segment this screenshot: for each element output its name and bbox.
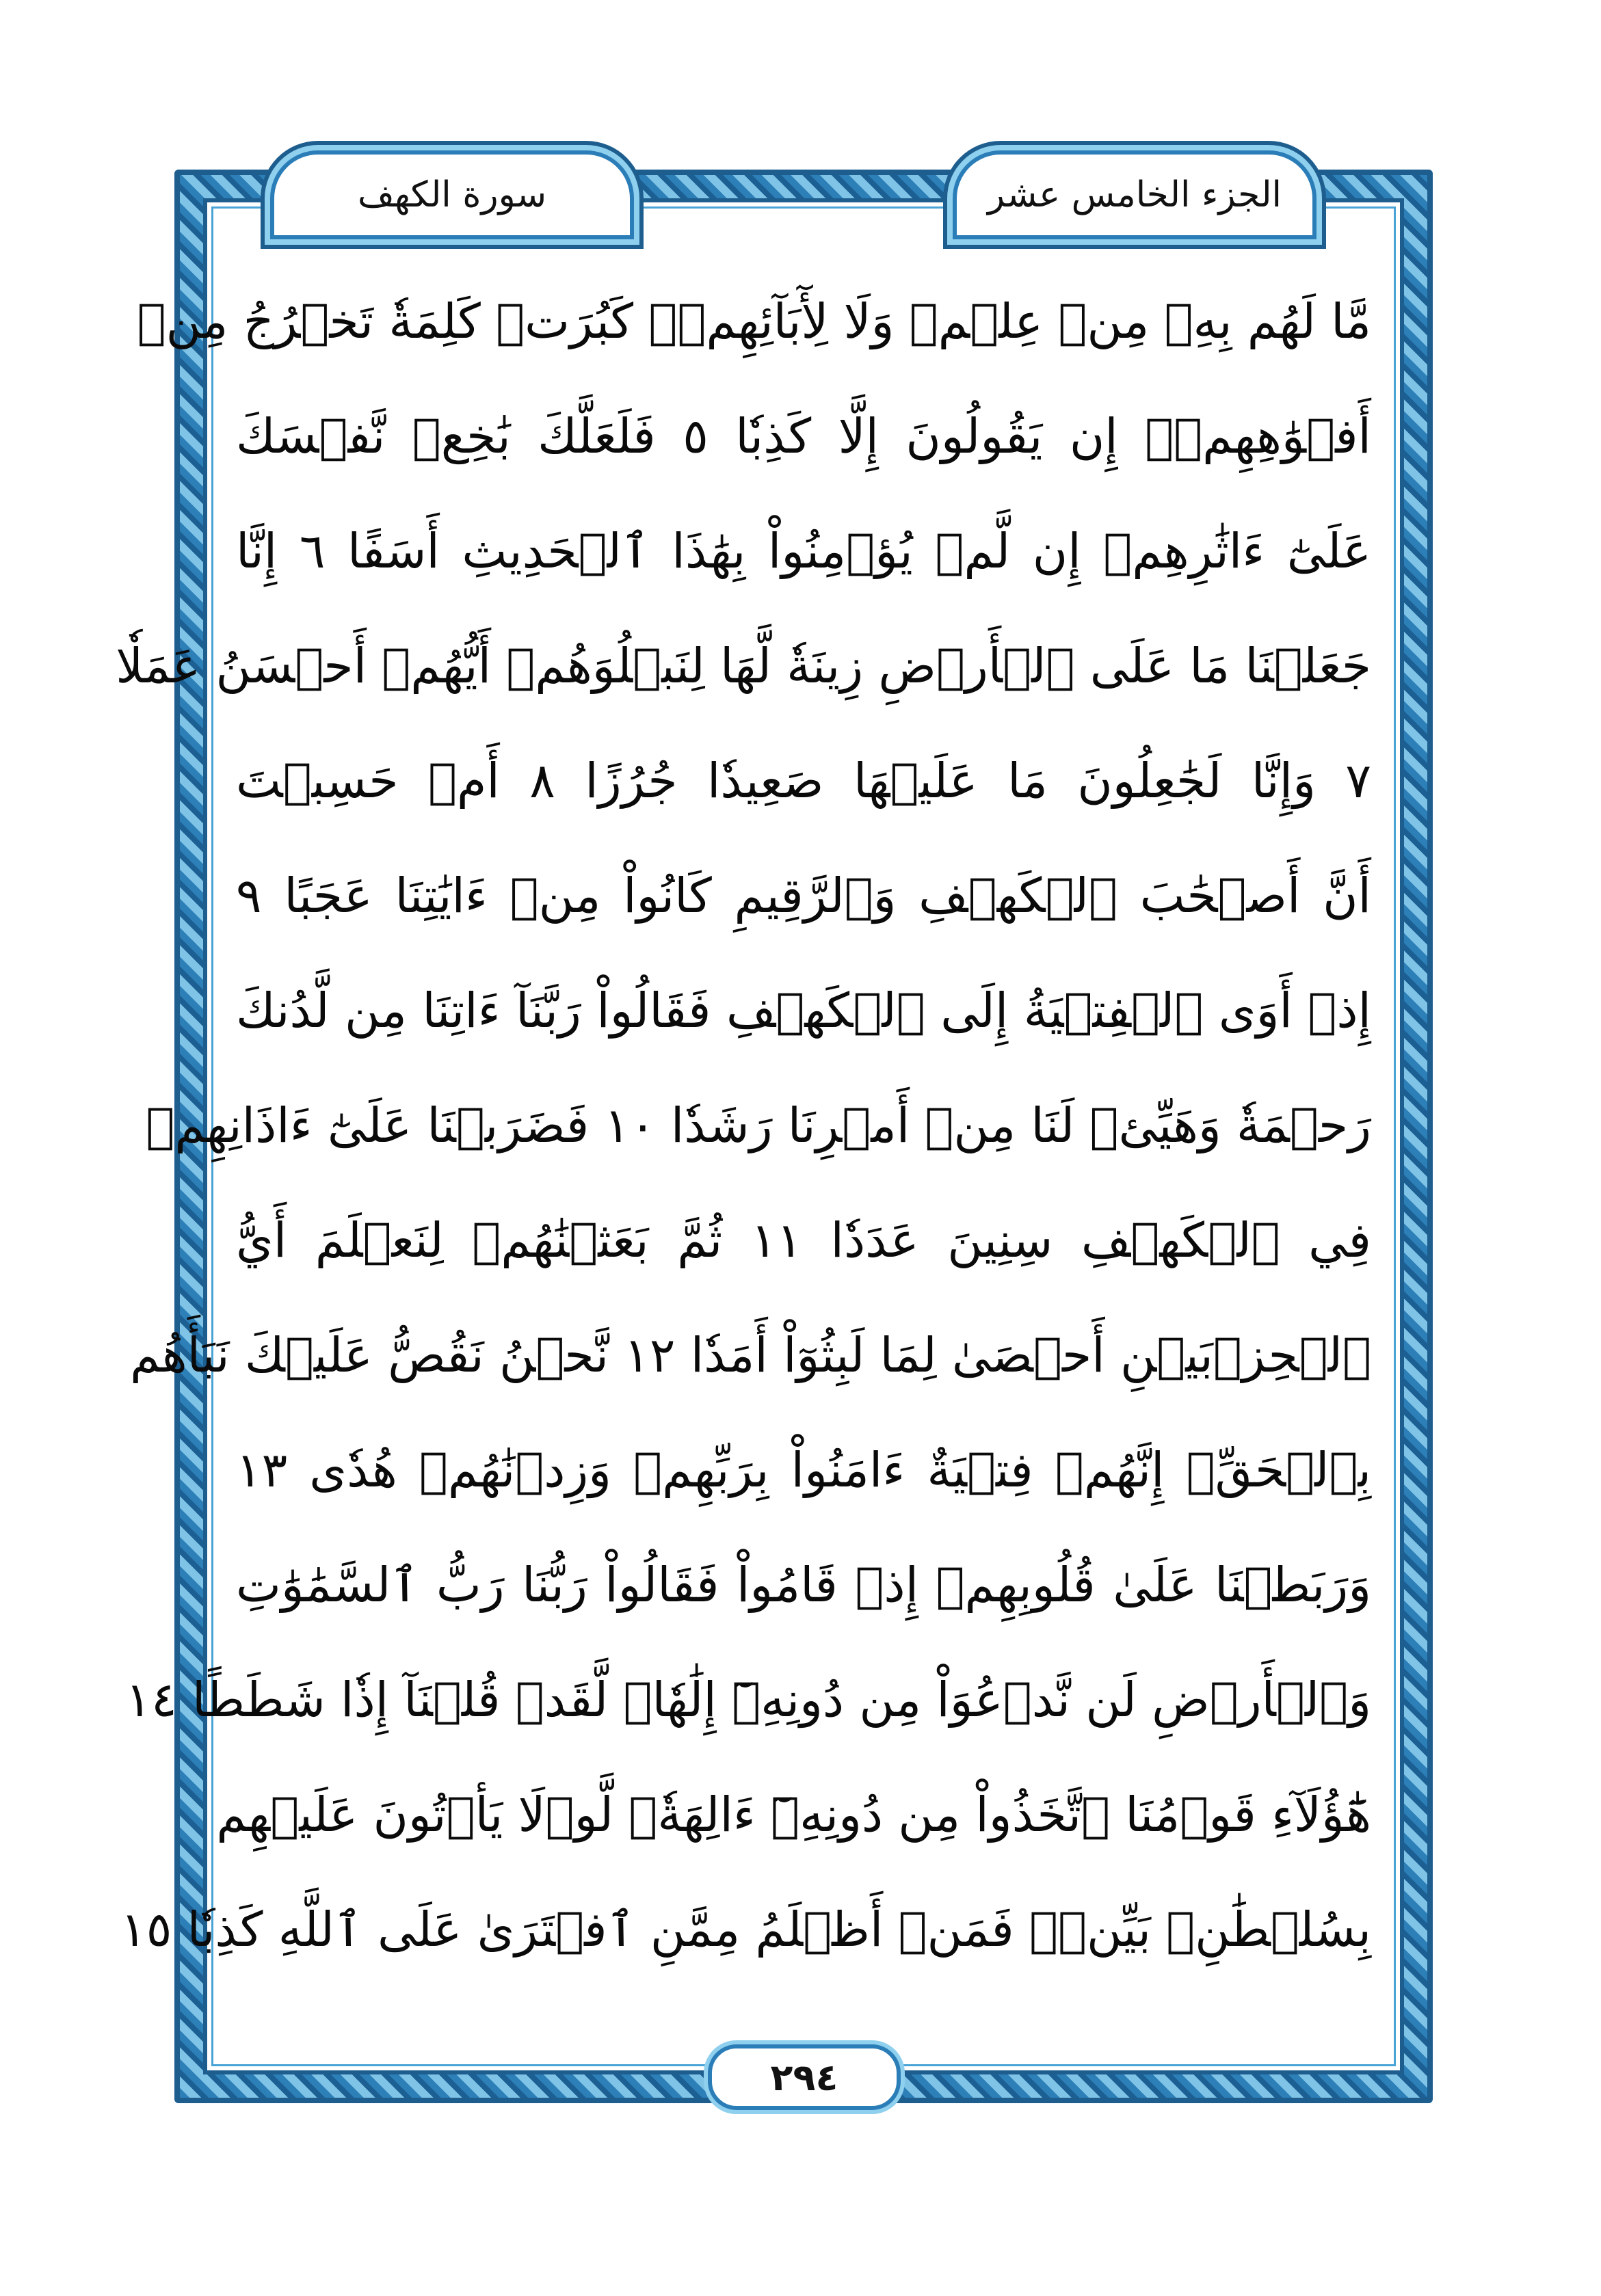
text-line-2: أَفۡوَٰهِهِمۡۚ إِن يَقُولُونَ إِلَّا كَذِبٗا ٥ فَلَعَلَّكَ بَٰخِعٞ نَّفۡسَكَ bbox=[236, 408, 1371, 464]
quran-text-body bbox=[116, 273, 1371, 2010]
text-line-9: فِي ٱلۡكَهۡفِ سِنِينَ عَدَدٗا ١١ ثُمَّ بَعَثۡنَٰهُمۡ لِنَعۡلَمَ أَيُّ bbox=[236, 1212, 1371, 1268]
text-line-1: مَّا لَهُم بِهِۦ مِنۡ عِلۡمٖ وَلَا لِأٓبَآئِهِمۡۚ كَبُرَتۡ كَلِمَةٗ تَخۡرُجُ مِنۡ bbox=[137, 293, 1371, 349]
juz-title: الجزء الخامس عشر bbox=[987, 174, 1282, 215]
text-line-13: وَٱلۡأَرۡضِ لَن نَّدۡعُوَاْ مِن دُونِهِۦٓ إِلَٰهٗاۖ لَّقَدۡ قُلۡنَآ إِذٗا شَطَطًا ١٤ bbox=[125, 1672, 1371, 1728]
text-line-10: ٱلۡحِزۡبَيۡنِ أَحۡصَىٰ لِمَا لَبِثُوٓاْ أَمَدٗا ١٢ نَّحۡنُ نَقُصُّ عَلَيۡكَ نَبَأَهُم bbox=[130, 1327, 1371, 1383]
text-line-3: عَلَىٰٓ ءَاثَٰرِهِمۡ إِن لَّمۡ يُؤۡمِنُواْ بِهَٰذَا ٱلۡحَدِيثِ أَسَفًا ٦ إِنَّا bbox=[236, 523, 1371, 579]
text-line-12: وَرَبَطۡنَا عَلَىٰ قُلُوبِهِمۡ إِذۡ قَامُواْ فَقَالُواْ رَبُّنَا رَبُّ ٱلسَّمَٰوَٰتِ bbox=[236, 1557, 1371, 1613]
text-line-11: بِٱلۡحَقِّۚ إِنَّهُمۡ فِتۡيَةٌ ءَامَنُواْ بِرَبِّهِمۡ وَزِدۡنَٰهُمۡ هُدٗى ١٣ bbox=[236, 1442, 1371, 1498]
text-line-14: هَٰٓؤُلَآءِ قَوۡمُنَا ٱتَّخَذُواْ مِن دُونِهِۦٓ ءَالِهَةٗۖ لَّوۡلَا يَأۡتُونَ عَلَيۡهِم bbox=[216, 1787, 1371, 1843]
text-line-5: ٧ وَإِنَّا لَجَٰعِلُونَ مَا عَلَيۡهَا صَعِيدٗا جُرُزًا ٨ أَمۡ حَسِبۡتَ bbox=[236, 753, 1371, 809]
juz-header-cartouche bbox=[953, 150, 1316, 239]
text-line-15: بِسُلۡطَٰنِۭ بَيِّنٖۖ فَمَنۡ أَظۡلَمُ مِمَّنِ ٱفۡتَرَىٰ عَلَى ٱللَّهِ كَذِبٗا ١٥ bbox=[120, 1901, 1371, 1958]
text-line-8: رَحۡمَةٗ وَهَيِّئۡ لَنَا مِنۡ أَمۡرِنَا رَشَدٗا ١٠ فَضَرَبۡنَا عَلَىٰٓ ءَاذَانِهِمۡ bbox=[146, 1097, 1371, 1153]
surah-header-cartouche bbox=[270, 150, 634, 239]
surah-title: سورة الكهف bbox=[357, 174, 547, 215]
page-number: ٢٩٤ bbox=[708, 2044, 901, 2110]
text-line-4: جَعَلۡنَا مَا عَلَى ٱلۡأَرۡضِ زِينَةٗ لَّهَا لِنَبۡلُوَهُمۡ أَيُّهُمۡ أَحۡسَنُ عَمَلٗا bbox=[116, 638, 1371, 694]
text-line-7: إِذۡ أَوَى ٱلۡفِتۡيَةُ إِلَى ٱلۡكَهۡفِ فَقَالُواْ رَبَّنَآ ءَاتِنَا مِن لَّدُنكَ bbox=[236, 983, 1371, 1039]
text-line-6: أَنَّ أَصۡحَٰبَ ٱلۡكَهۡفِ وَٱلرَّقِيمِ كَانُواْ مِنۡ ءَايَٰتِنَا عَجَبًا ٩ bbox=[236, 868, 1371, 924]
